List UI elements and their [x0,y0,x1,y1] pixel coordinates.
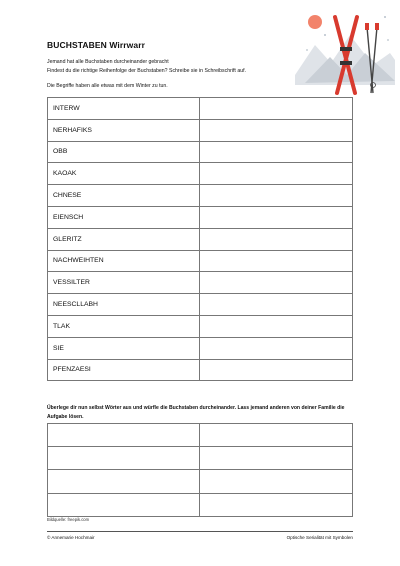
table-row [48,294,353,316]
footer-author: © Annemarie Hochmair [47,535,95,540]
scrambled-word: GLERITZ [48,228,200,250]
answer-cell[interactable] [200,337,353,359]
intro-line: Jemand hat alle Buchstaben durcheinander gebracht [47,59,169,65]
table-row [48,359,353,381]
answer-cell[interactable] [200,250,353,272]
answer-cell[interactable] [200,206,353,228]
blank-cell[interactable] [48,470,200,493]
scrambled-word: KAOAK [48,163,200,185]
hint-text: Die Begriffe haben alle etwas mit dem Winter zu tun. [47,83,168,89]
sun-shape [308,15,322,29]
table-row [48,185,353,207]
table-row [48,470,353,493]
scrambled-word: NACHWEIHTEN [48,250,200,272]
table-row [48,272,353,294]
worksheet-title: BUCHSTABEN Wirrwarr [47,40,146,50]
table-row [48,337,353,359]
scrambled-word: NEESCLLABH [48,294,200,316]
word-table [47,97,353,381]
answer-cell[interactable] [200,447,353,470]
table-row [48,250,353,272]
answer-cell[interactable] [200,359,353,381]
table-row [48,447,353,470]
scrambled-word: CHNESE [48,185,200,207]
image-credit: Bildquelle: freepik.com [47,517,90,522]
scrambled-word: INTERW [48,98,200,120]
intro-text [47,58,337,75]
table-row [48,141,353,163]
answer-cell[interactable] [200,119,353,141]
answer-cell[interactable] [200,228,353,250]
table-row [48,163,353,185]
instruction-text: Überlege dir nun selbst Wörter aus und würfle die Buchstaben durcheinander. Lass jemand anderen von deiner Familie die Aufgabe lösen. [47,405,345,420]
table-row [48,228,353,250]
answer-cell[interactable] [200,272,353,294]
table-row [48,206,353,228]
scrambled-word: VESSILTER [48,272,200,294]
answer-cell[interactable] [200,493,353,516]
answer-cell[interactable] [200,185,353,207]
answer-cell[interactable] [200,294,353,316]
blank-cell[interactable] [48,493,200,516]
table-row [48,493,353,516]
scrambled-word: NERHAFIKS [48,119,200,141]
answer-cell[interactable] [200,98,353,120]
answer-cell[interactable] [200,424,353,447]
answer-cell[interactable] [200,315,353,337]
footer-divider [47,531,353,532]
table-row [48,315,353,337]
scrambled-word: TLAK [48,315,200,337]
scrambled-word: PFENZAESI [48,359,200,381]
table-row [48,98,353,120]
scrambled-word: EIENSCH [48,206,200,228]
scrambled-word: SIE [48,337,200,359]
answer-cell[interactable] [200,470,353,493]
table-row [48,119,353,141]
footer-subject: Optische Serialität mit Symbolen [286,535,353,540]
answer-cell[interactable] [200,141,353,163]
scrambled-word: OBB [48,141,200,163]
blank-table [47,423,353,517]
table-row [48,424,353,447]
intro-line: Findest du die richtige Reihenfolge der Buchstaben? Schreibe sie in Schreibschrift auf. [47,67,246,74]
blank-cell[interactable] [48,447,200,470]
answer-cell[interactable] [200,163,353,185]
ski-illustration [295,5,395,100]
blank-cell[interactable] [48,424,200,447]
